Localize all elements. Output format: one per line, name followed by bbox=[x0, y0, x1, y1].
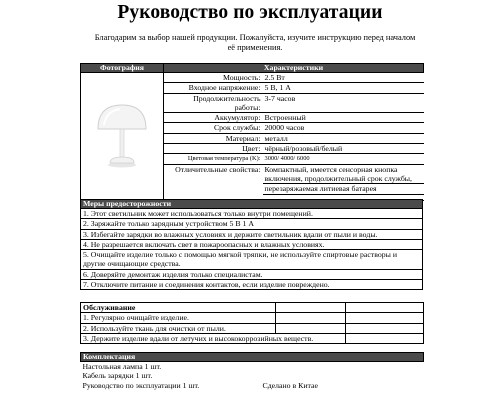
spec-value: 3000/ 4000/ 6000 bbox=[263, 154, 424, 164]
spec-label: Аккумулятор: bbox=[164, 113, 263, 123]
spec-label: Отличительные свойства: bbox=[175, 164, 261, 174]
precaution-item: 2. Заряжайте только зарядным устройством 5 В 1 А bbox=[81, 219, 423, 229]
spec-value-continued: перезаряжаемая литиевая батарея bbox=[263, 184, 424, 194]
kit-item: Руководство по эксплуатации 1 шт. bbox=[82, 380, 200, 390]
spec-label: Материал: bbox=[164, 133, 263, 143]
spec-value: металл bbox=[263, 133, 424, 143]
precautions-header: Меры предосторожности bbox=[81, 200, 423, 209]
maintenance-header: Обслуживание bbox=[81, 303, 276, 313]
photo-header: Фотография bbox=[81, 64, 164, 73]
precaution-item: 6. Доверяйте демонтаж изделия только специалистам. bbox=[81, 269, 423, 279]
precaution-item: 1. Этот светильник может использоваться только внутри помещений. bbox=[81, 209, 423, 219]
maintenance-item: 1. Регулярно очищайте изделие. bbox=[81, 313, 276, 323]
spec-label: Срок службы: bbox=[164, 123, 263, 133]
kit-item: Кабель зарядки 1 шт. bbox=[82, 371, 153, 381]
spec-value: чёрный/розовый/белый bbox=[263, 144, 424, 154]
spec-value: 3-7 часов bbox=[263, 93, 424, 113]
kit-table bbox=[80, 352, 424, 390]
intro-text: Благодарим за выбор нашей продукции. Пожалуйста, изучите инструкцию перед началом её применения. bbox=[94, 33, 416, 52]
lamp-image bbox=[90, 99, 154, 171]
maintenance-item: 2. Используйте ткань для очистки от пыли. bbox=[81, 323, 276, 333]
spec-label: Цветовая температура (K): bbox=[164, 154, 263, 164]
maintenance-table bbox=[80, 296, 424, 344]
spec-value: 2.5 Вт bbox=[263, 73, 424, 83]
page-title: Руководство по эксплуатации bbox=[117, 2, 383, 23]
made-in-label: Сделано в Китае bbox=[262, 380, 318, 390]
kit-item: Настольная лампа 1 шт. bbox=[82, 362, 162, 371]
precaution-item: 4. Не разрешается включать свет в пожароопасных и влажных условиях. bbox=[81, 239, 423, 249]
product-photo bbox=[81, 73, 164, 201]
spec-value: Компактный, имеется сенсорная кнопка включения, продолжительный срок службы, bbox=[263, 164, 424, 184]
spec-label: Входное напряжение: bbox=[164, 83, 263, 93]
spec-label: Мощность: bbox=[164, 73, 263, 83]
spec-value: 5 В, 1 А bbox=[263, 83, 424, 93]
kit-header: Комплектация bbox=[81, 353, 424, 362]
precautions-table bbox=[80, 199, 423, 290]
spec-label: Цвет: bbox=[164, 144, 263, 154]
precaution-item: 5. Очищайте изделие только с помощью мягкой тряпки, не используйте спиртовые растворы и другие очищающие средства. bbox=[81, 250, 423, 270]
spec-value: 20000 часов bbox=[263, 123, 424, 133]
spec-value: Встроенный bbox=[263, 113, 424, 123]
specs-header: Характеристики bbox=[164, 64, 424, 73]
maintenance-item: 3. Держите изделие вдали от летучих и высококоррозийных веществ. bbox=[81, 333, 346, 343]
specs-table bbox=[80, 63, 424, 201]
precaution-item: 3. Избегайте зарядки во влажных условиях и держите светильник вдали от пыли и воды. bbox=[81, 229, 423, 239]
precaution-item: 7. Отключите питание и соединения контактов, если изделие повреждено. bbox=[81, 280, 423, 290]
spec-label: Продолжительность работы: bbox=[164, 93, 263, 113]
